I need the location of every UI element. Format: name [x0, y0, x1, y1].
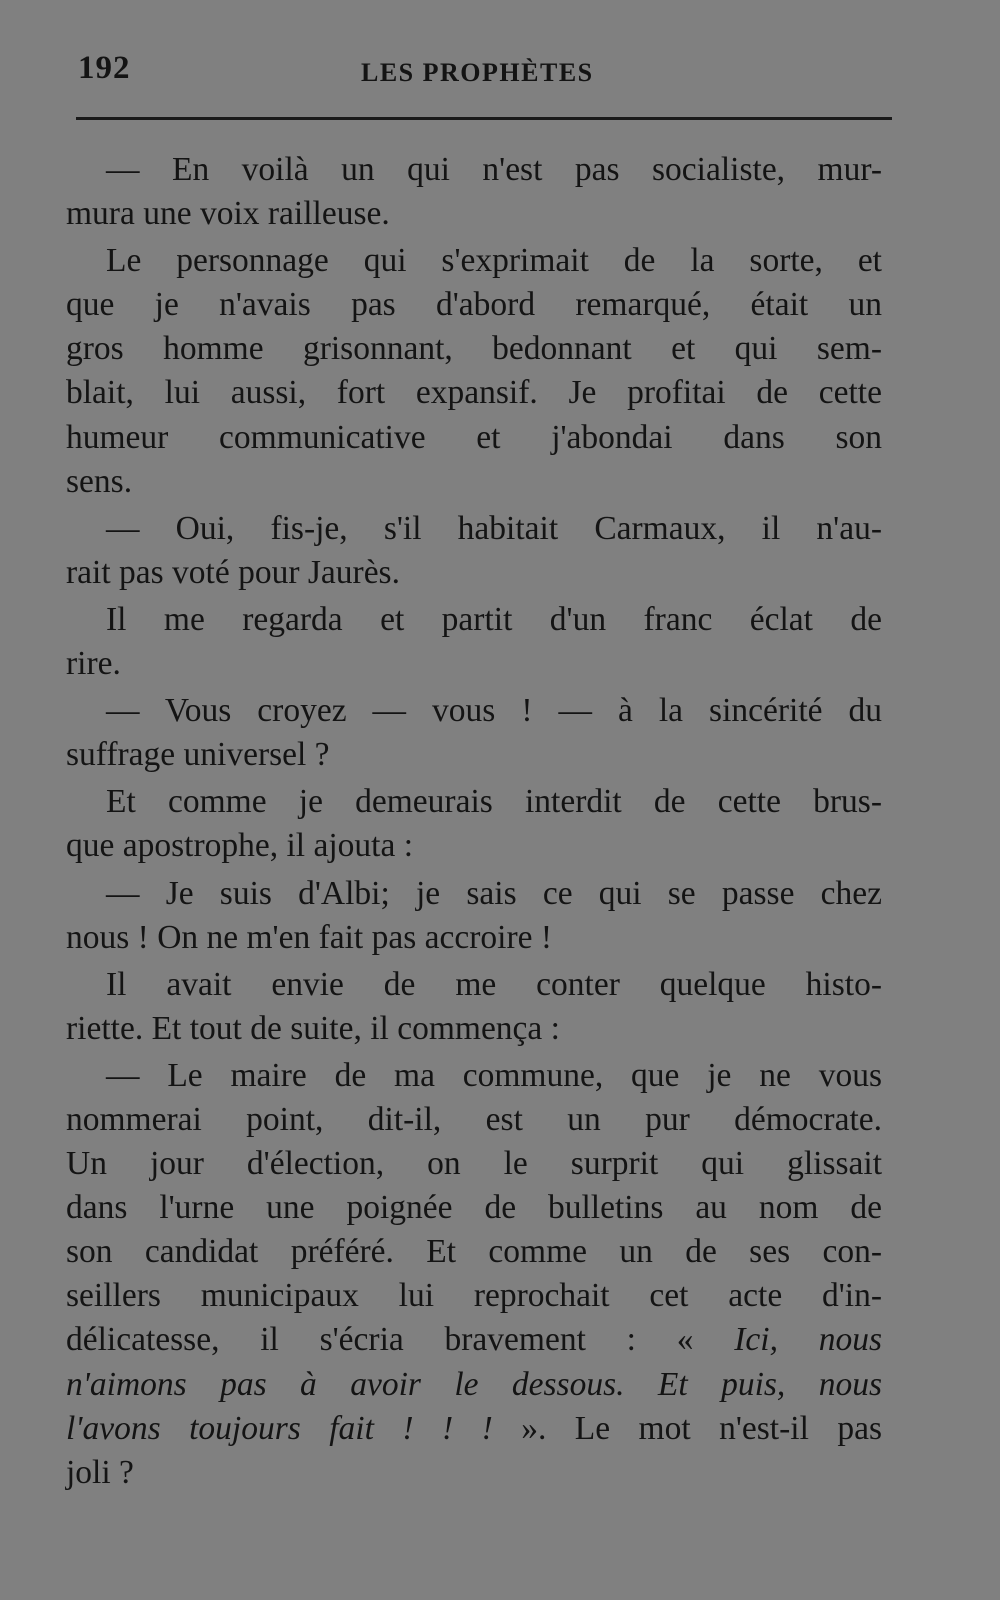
text-line: seillers municipaux lui reprochait cet acte d'in-	[66, 1277, 882, 1315]
header-rule	[76, 117, 892, 120]
page-header	[78, 50, 892, 96]
running-title: LES PROPHÈTES	[361, 58, 594, 87]
body-text	[66, 148, 882, 1495]
text-line: sens.	[66, 462, 133, 500]
text-line: nommerai point, dit-il, est un pur démocrate.	[66, 1100, 882, 1138]
text-line: que je n'avais pas d'abord remarqué, était un	[66, 286, 882, 324]
text-line: Il avait envie de me conter quelque histo-	[106, 965, 882, 1003]
text-line: gros homme grisonnant, bedonnant et qui sem-	[66, 330, 882, 368]
text-segment: ». Le mot n'est-il pas	[492, 1409, 882, 1447]
text-line: — Je suis d'Albi; je sais ce qui se passe chez	[106, 874, 882, 912]
text-line: — Le maire de ma commune, que je ne vous	[106, 1056, 882, 1094]
text-segment: délicatesse, il s'écria bravement : «	[66, 1321, 735, 1359]
text-line: son candidat préféré. Et comme un de ses con-	[66, 1233, 882, 1271]
page-number: 192	[78, 50, 131, 86]
text-line: blait, lui aussi, fort expansif. Je profitai de cette	[66, 374, 882, 412]
text-line: que apostrophe, il ajouta :	[66, 827, 414, 865]
italic-quote: l'avons toujours fait ! ! !	[66, 1409, 493, 1447]
text-line-mixed	[66, 1407, 882, 1451]
text-line: suffrage universel ?	[66, 736, 330, 774]
text-line-mixed	[66, 1318, 882, 1362]
text-line: Et comme je demeurais interdit de cette brus-	[106, 783, 882, 821]
text-line: — Oui, fis-je, s'il habitait Carmaux, il n'au-	[106, 509, 882, 547]
text-line: mura une voix railleuse.	[66, 195, 390, 233]
text-line: — Vous croyez — vous ! — à la sincérité du	[106, 692, 882, 730]
text-line: humeur communicative et j'abondai dans son	[66, 418, 882, 456]
text-line: joli ?	[66, 1453, 134, 1491]
text-line: rait pas voté pour Jaurès.	[66, 553, 400, 591]
text-line: Le personnage qui s'exprimait de la sorte, et	[106, 242, 882, 280]
text-line: riette. Et tout de suite, il commença :	[66, 1009, 560, 1047]
text-line: dans l'urne une poignée de bulletins au nom de	[66, 1189, 882, 1227]
text-line: nous ! On ne m'en fait pas accroire !	[66, 918, 553, 956]
text-line: rire.	[66, 645, 121, 683]
text-line: Il me regarda et partit d'un franc éclat de	[106, 600, 882, 638]
text-line: Un jour d'élection, on le surprit qui glissait	[66, 1145, 882, 1183]
italic-quote: Ici, nous	[734, 1321, 882, 1359]
italic-quote-line: n'aimons pas à avoir le dessous. Et puis, nous	[66, 1365, 882, 1403]
text-line: — En voilà un qui n'est pas socialiste, mur-	[106, 151, 882, 188]
